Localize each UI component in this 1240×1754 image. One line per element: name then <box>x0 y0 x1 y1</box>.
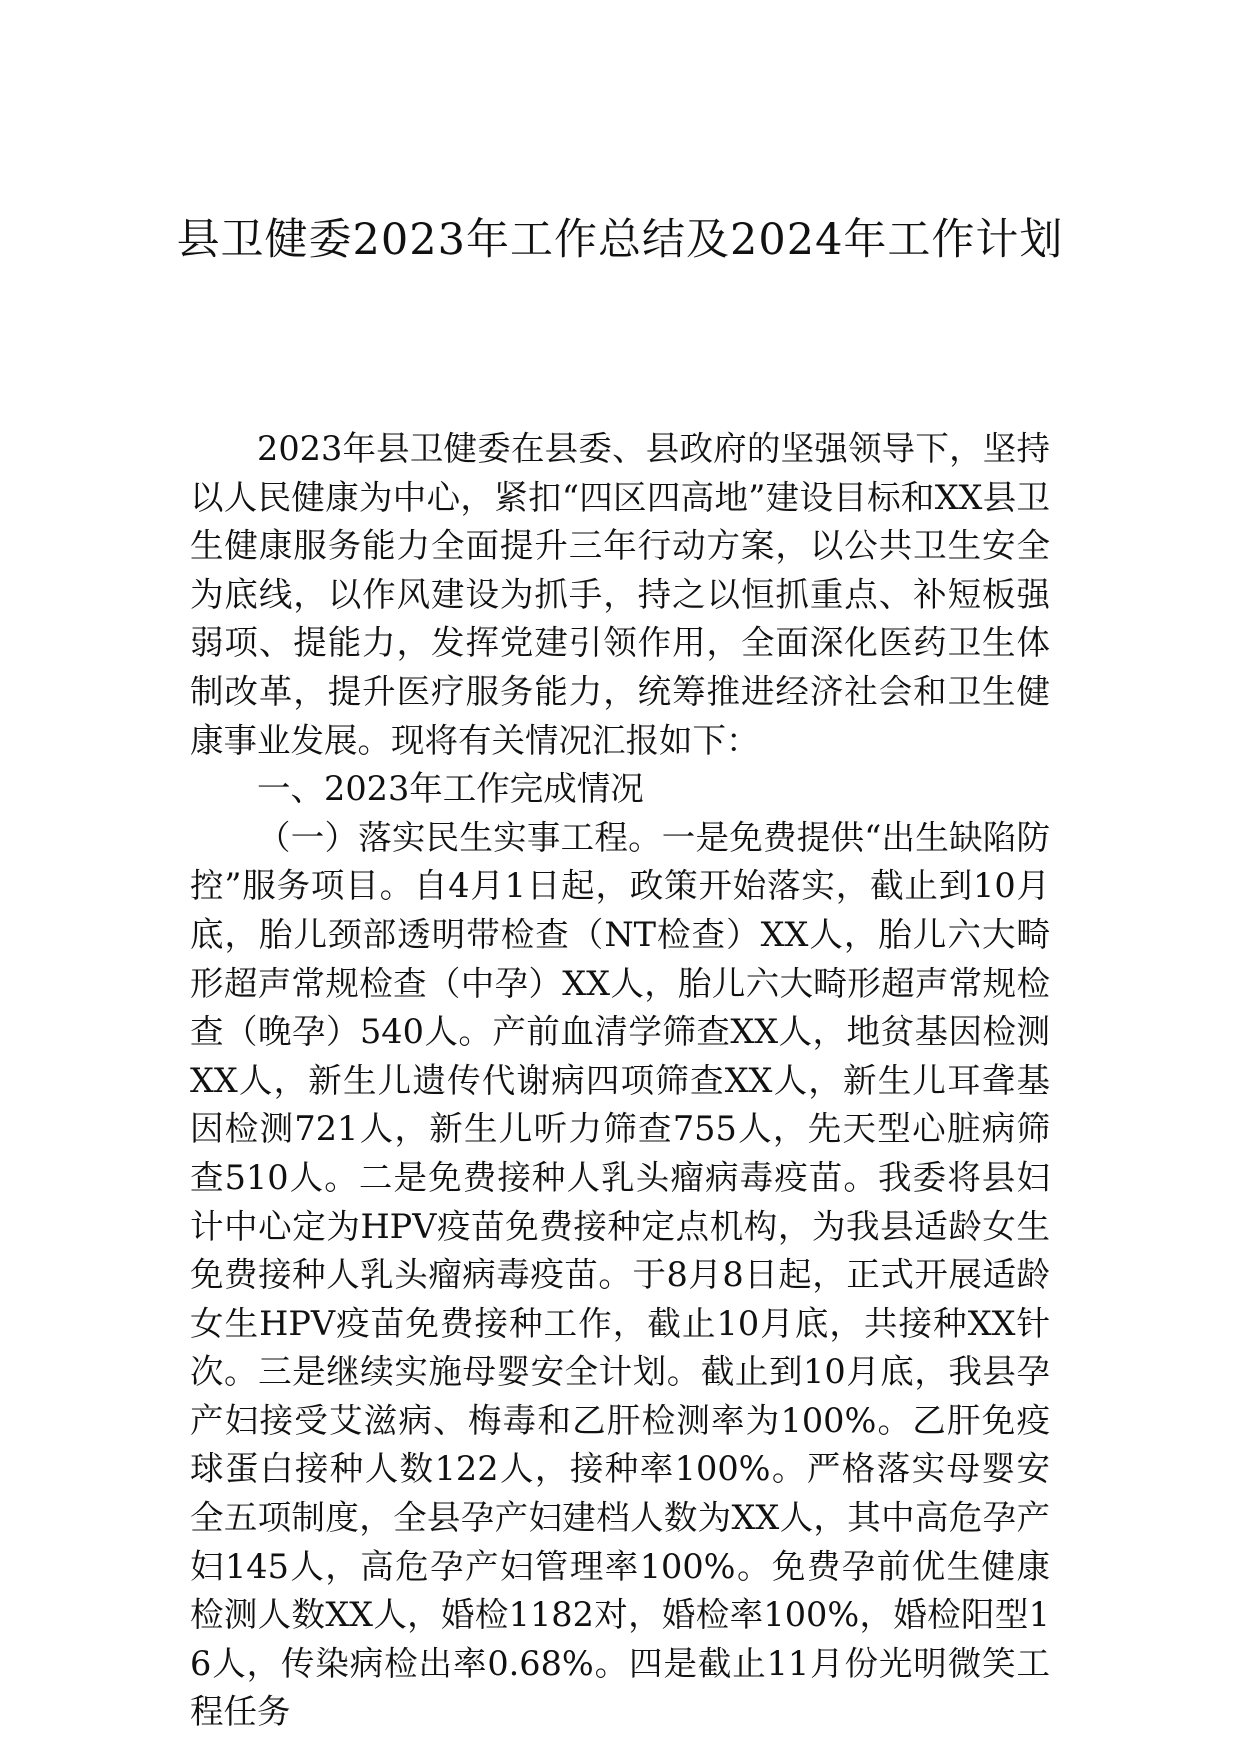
subsection-paragraph: （一）落实民生实事工程。一是免费提供“出生缺陷防控”服务项目。自4月1日起，政策开始落实，截止到10月底，胎儿颈部透明带检查（NT检查）XX人，胎儿六大畸形超声常规检查（中孕）XX人，胎儿六大畸形超声常规检查（晚孕）540人。产前血清学筛查XX人，地贫基因检测XX人，新生儿遗传代谢病四项筛查XX人，新生儿耳聋基因检测721人，新生儿听力筛查755人，先天型心脏病筛查510人。二是免费接种人乳头瘤病毒疫苗。我委将县妇计中心定为HPV疫苗免费接种定点机构，为我县适龄女生免费接种人乳头瘤病毒疫苗。于8月8日起，正式开展适龄女生HPV疫苗免费接种工作，截止10月底，共接种XX针次。三是继续实施母婴安全计划。截止到10月底，我县孕产妇接受艾滋病、梅毒和乙肝检测率为100%。乙肝免疫球蛋白接种人数122人，接种率100%。严格落实母婴安全五项制度，全县孕产妇建档人数为XX人，其中高危孕产妇145人，高危孕产妇管理率100%。免费孕前优生健康检测人数XX人，婚检1182对，婚检率100%，婚检阳型16人，传染病检出率0.68%。四是截止11月份光明微笑工程任务 <box>190 817 1050 1732</box>
intro-paragraph: 2023年县卫健委在县委、县政府的坚强领导下，坚持以人民健康为中心，紧扣“四区四高地”建设目标和XX县卫生健康服务能力全面提升三年行动方案，以公共卫生安全为底线，以作风建设为抓手，持之以恒抓重点、补短板强弱项、提能力，发挥党建引领作用，全面深化医药卫生体制改革，提升医疗服务能力，统筹推进经济社会和卫生健康事业发展。现将有关情况汇报如下： <box>190 429 1050 760</box>
document-body <box>190 425 1050 1737</box>
document-title: 县卫健委2023年工作总结及2024年工作计划 <box>176 215 1064 265</box>
section-heading: 一、2023年工作完成情况 <box>257 769 644 809</box>
